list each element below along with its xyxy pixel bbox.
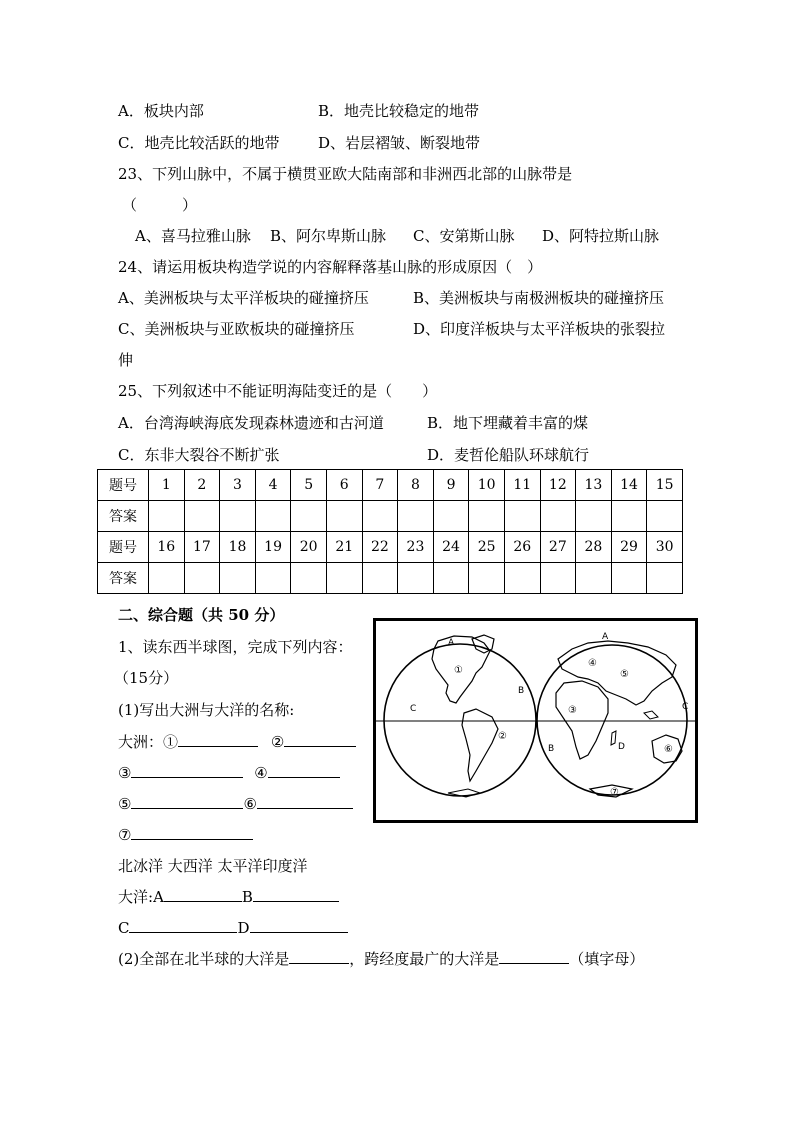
table-cell-number: 28 (576, 532, 612, 563)
table-cell-number: 20 (291, 532, 327, 563)
eastern-hemisphere (537, 645, 687, 795)
mark-4: ④ (254, 764, 268, 782)
table-header-label: 题号 (98, 532, 149, 563)
east-label-5: ⑤ (620, 669, 629, 680)
hemisphere-map (373, 618, 698, 823)
mark-2: ② (270, 733, 285, 751)
islands-shape (644, 711, 658, 719)
continent-4-blank[interactable] (268, 763, 340, 778)
answer-cell[interactable] (149, 563, 185, 594)
west-label-1: ① (454, 665, 463, 676)
madagascar-shape (611, 731, 616, 745)
answer-cell[interactable] (433, 501, 469, 532)
answer-cell[interactable] (540, 501, 576, 532)
table-cell-number: 21 (326, 532, 362, 563)
sub2-text-b: ，跨经度最广的大洋是 (349, 950, 500, 968)
ocean-b-label: B (241, 888, 253, 906)
q24-option-d: D、印度洋板块与太平洋板块的张裂拉 (413, 320, 666, 338)
sub2-blank-1[interactable] (289, 949, 349, 964)
ocean-a-label: A (153, 888, 164, 906)
q24-option-d-cont: 伸 (118, 351, 134, 369)
east-label-7: ⑦ (610, 787, 619, 798)
ocean-hint: 北冰洋 大西洋 太平洋印度洋 (118, 857, 308, 875)
answer-cell[interactable] (398, 563, 434, 594)
q22-option-b: B．地壳比较稳定的地带 (318, 102, 480, 120)
continent-line-1 (118, 732, 356, 752)
continent-2-blank[interactable] (284, 732, 356, 747)
table-cell-number: 3 (220, 470, 256, 501)
q22-option-d: D、岩层褶皱、断裂地带 (318, 134, 481, 152)
q25-option-b: B．地下埋藏着丰富的煤 (427, 414, 589, 432)
table-cell-number: 15 (647, 470, 683, 501)
mark-5: ⑤ (118, 795, 132, 813)
table-cell-number: 22 (362, 532, 398, 563)
ocean-d-label: D (237, 919, 250, 937)
table-cell-number: 13 (576, 470, 612, 501)
table-cell-number: 7 (362, 470, 398, 501)
q23-option-c: C、安第斯山脉 (413, 227, 515, 245)
table-cell-number: 24 (433, 532, 469, 563)
answer-cell[interactable] (433, 563, 469, 594)
east-label-3: ③ (568, 705, 577, 716)
answer-cell[interactable] (647, 501, 683, 532)
answer-cell[interactable] (184, 563, 220, 594)
q1-score: （15分） (114, 669, 179, 687)
table-cell-number: 10 (469, 470, 505, 501)
table-cell-number: 5 (291, 470, 327, 501)
q23-option-b: B、阿尔卑斯山脉 (270, 227, 387, 245)
ocean-line-2 (118, 918, 348, 938)
answer-cell[interactable] (504, 501, 540, 532)
continent-label: 大洲： (118, 733, 164, 751)
east-label-d: D (618, 742, 625, 752)
answer-cell[interactable] (576, 563, 612, 594)
mark-1: ① (163, 733, 179, 751)
table-cell-number: 23 (398, 532, 434, 563)
continent-1-blank[interactable] (178, 732, 258, 747)
table-row-answers-1 (98, 501, 683, 532)
table-cell-number: 12 (540, 470, 576, 501)
table-cell-number: 27 (540, 532, 576, 563)
table-header-label: 题号 (98, 470, 149, 501)
mark-6: ⑥ (243, 795, 257, 813)
answer-cell[interactable] (326, 563, 362, 594)
answer-cell[interactable] (255, 563, 291, 594)
table-cell-number: 11 (504, 470, 540, 501)
answer-cell[interactable] (398, 501, 434, 532)
table-row-answers-2 (98, 563, 683, 594)
table-cell-number: 6 (326, 470, 362, 501)
table-cell-number: 16 (149, 532, 185, 563)
continent-5-blank[interactable] (131, 794, 243, 809)
q24-stem: 24、请运用板块构造学说的内容解释落基山脉的形成原因（ ） (118, 258, 543, 276)
q25-option-a: A．台湾海峡海底发现森林遗迹和古河道 (118, 414, 384, 432)
continent-line-4 (118, 825, 253, 845)
q23-stem: 23、下列山脉中，不属于横贯亚欧大陆南部和非洲西北部的山脉带是 (118, 165, 573, 183)
q24-option-b: B、美洲板块与南极洲板块的碰撞挤压 (413, 289, 665, 307)
answer-cell[interactable] (326, 501, 362, 532)
continent-line-3 (118, 794, 353, 814)
table-cell-number: 1 (149, 470, 185, 501)
answer-cell[interactable] (291, 563, 327, 594)
continent-line-2 (118, 763, 340, 783)
table-cell-number: 4 (255, 470, 291, 501)
section-title: 二、综合题（共 50 分） (118, 606, 285, 624)
mark-3: ③ (118, 764, 132, 782)
answer-table (97, 469, 683, 594)
west-label-2: ② (498, 731, 507, 742)
answer-cell[interactable] (611, 563, 647, 594)
answer-cell[interactable] (469, 563, 505, 594)
table-cell-number: 17 (184, 532, 220, 563)
eurasia-shape (558, 641, 676, 705)
sub2-text-a: (2)全部在北半球的大洋是 (118, 950, 290, 968)
hemisphere-map-svg (376, 621, 695, 820)
east-label-b: B (548, 744, 555, 754)
answer-cell[interactable] (255, 501, 291, 532)
east-label-6: ⑥ (664, 744, 673, 755)
answer-cell[interactable] (291, 501, 327, 532)
answer-cell[interactable] (576, 501, 612, 532)
ocean-c-blank[interactable] (129, 918, 237, 933)
table-cell-number: 25 (469, 532, 505, 563)
continent-7-blank[interactable] (131, 825, 253, 840)
answer-cell[interactable] (362, 501, 398, 532)
table-cell-number: 9 (433, 470, 469, 501)
table-answer-label: 答案 (98, 501, 149, 532)
east-label-4: ④ (588, 658, 597, 669)
q1-stem: 1、读东西半球图，完成下列内容： (118, 638, 353, 656)
q25-option-d: D．麦哲伦船队环球航行 (427, 446, 590, 464)
table-cell-number: 18 (220, 532, 256, 563)
answer-cell[interactable] (611, 501, 647, 532)
table-cell-number: 26 (504, 532, 540, 563)
table-cell-number: 2 (184, 470, 220, 501)
east-label-c: C (682, 702, 689, 712)
ocean-label: 大洋: (118, 888, 154, 906)
table-row-numbers-2 (98, 532, 683, 563)
ocean-b-blank[interactable] (253, 887, 339, 902)
east-label-a: A (602, 632, 609, 642)
table-answer-label: 答案 (98, 563, 149, 594)
q24-option-c: C、美洲板块与亚欧板块的碰撞挤压 (118, 320, 355, 338)
q23-option-d: D、阿特拉斯山脉 (542, 227, 660, 245)
west-label-a: A (448, 638, 455, 648)
answer-cell[interactable] (540, 563, 576, 594)
answer-cell[interactable] (362, 563, 398, 594)
q24-option-a: A、美洲板块与太平洋板块的碰撞挤压 (118, 289, 369, 307)
table-cell-number: 29 (611, 532, 647, 563)
table-row-numbers-1 (98, 470, 683, 501)
sub-question-1: (1)写出大洲与大洋的名称: (118, 701, 295, 719)
q25-option-c: C．东非大裂谷不断扩张 (118, 446, 280, 464)
ocean-a-blank[interactable] (164, 887, 242, 902)
answer-cell[interactable] (220, 563, 256, 594)
ocean-d-blank[interactable] (250, 918, 348, 933)
table-cell-number: 8 (398, 470, 434, 501)
answer-cell[interactable] (220, 501, 256, 532)
answer-cell[interactable] (149, 501, 185, 532)
sub2-text-c: （填字母） (569, 950, 645, 968)
ocean-c-label: C (118, 919, 130, 937)
greenland-shape (472, 635, 494, 653)
africa-shape (556, 681, 608, 759)
q22-option-a: A．板块内部 (118, 102, 204, 120)
q23-option-a: A、喜马拉雅山脉 (135, 227, 251, 245)
q23-bracket: （ ） (122, 196, 198, 214)
west-label-b: B (518, 686, 525, 696)
ocean-line-1 (118, 887, 339, 907)
answer-cell[interactable] (469, 501, 505, 532)
table-cell-number: 19 (255, 532, 291, 563)
answer-cell[interactable] (184, 501, 220, 532)
sub2-blank-2[interactable] (499, 949, 569, 964)
sub-question-2 (118, 949, 644, 969)
south-america-shape (462, 709, 498, 781)
table-cell-number: 30 (647, 532, 683, 563)
continent-6-blank[interactable] (257, 794, 353, 809)
west-label-c: C (410, 704, 417, 714)
q25-stem: 25、下列叙述中不能证明海陆变迁的是（ ） (118, 382, 438, 400)
answer-cell[interactable] (647, 563, 683, 594)
mark-7: ⑦ (118, 826, 132, 844)
q22-option-c: C．地壳比较活跃的地带 (118, 134, 280, 152)
table-cell-number: 14 (611, 470, 647, 501)
answer-cell[interactable] (504, 563, 540, 594)
continent-3-blank[interactable] (131, 763, 243, 778)
